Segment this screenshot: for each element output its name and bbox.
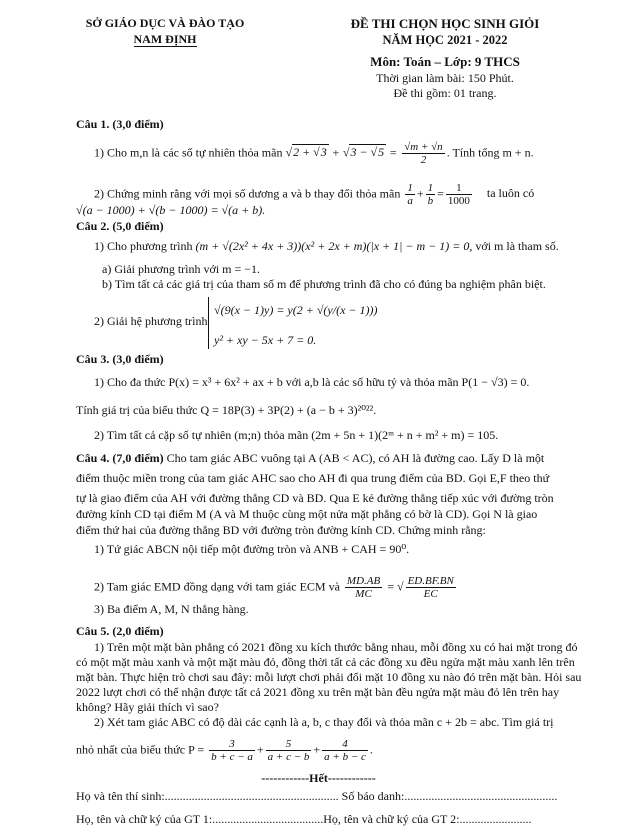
end-marker: ------------Hết------------	[261, 771, 376, 785]
proctor-signature-line: Họ, tên và chữ ký của GT 1:.....................................Họ, tên và chữ ký của GT 2:........................	[76, 812, 532, 826]
q3-title: Câu 3. (3,0 điểm)	[76, 352, 164, 366]
header-time: Thời gian làm bài: 150 Phút.	[376, 71, 514, 85]
q2-system-eq2: y² + xy − 5x + 7 = 0.	[214, 333, 317, 347]
header-province: NAM ĐỊNH	[133, 32, 197, 46]
header-school-year: NĂM HỌC 2021 - 2022	[382, 33, 508, 47]
q4-part2: 2) Tam giác EMD đồng dạng với tam giác ECM và $\frac{MD.AB}{MC}$ = √ $\frac{ED.BF.BN}{EC}$	[94, 575, 454, 600]
q1-title: Câu 1. (3,0 điểm)	[76, 117, 164, 131]
q4-part1: 1) Tứ giác ABCN nội tiếp một đường tròn và ANB + CAH = 90⁰.	[94, 542, 410, 556]
candidate-info-line: Họ và tên thí sinh:.......................................................... Số báo danh:...................................................	[76, 789, 558, 803]
q1-part2: 2) Chứng minh rằng với mọi số dương a và b thay đổi thỏa mãn $\frac{1}{a}$ + $\frac{1}{b}$ = $\frac{1}{1000}$ ta luôn có	[94, 182, 535, 207]
header-subject: Môn: Toán – Lớp: 9 THCS	[370, 54, 520, 69]
q4-line1: Câu 4. (7,0 điểm) Cho tam giác ABC vuông tại A (AB < AC), có AH là đường cao. Lấy D là một	[76, 451, 545, 465]
q1-part1: 1) Cho m,n là các số tự nhiên thỏa mãn √2 + √3 + √3 − √5 = $\frac{√m + √n}{2}$ . Tính tổng m + n.	[94, 141, 534, 166]
header-exam-title: ĐỀ THI CHỌN HỌC SINH GIỎI	[350, 16, 540, 31]
q2-part1b: b) Tìm tất cả các giá trị của tham số m để phương trình đã cho có đúng ba nghiệm phân biệt.	[102, 277, 546, 291]
q5-line2: có một mặt màu xanh và một mặt màu đỏ, đồng thời tất cả các đồng xu đều ngửa mặt màu xanh lên trên	[76, 655, 575, 669]
q5-line6: 2) Xét tam giác ABC có độ dài các cạnh là a, b, c thay đổi và thỏa mãn c + 2b = abc. Tìm giá trị	[94, 715, 554, 729]
q5-line7: nhỏ nhất của biểu thức P = $\frac{3}{b + c - a}$ + $\frac{5}{a + c - b}$ + $\frac{4}{a + b - c}$ .	[76, 738, 373, 763]
header-pages: Đề thi gồm: 01 trang.	[393, 86, 497, 100]
q2-part1: 1) Cho phương trình (m + √(2x² + 4x + 3))(x² + 2x + m)(|x + 1| − m − 1) = 0, với m là tham số.	[94, 239, 559, 253]
q2-part2: 2) Giải hệ phương trình	[94, 314, 208, 328]
q4-part3: 3) Ba điểm A, M, N thẳng hàng.	[94, 602, 249, 616]
q2-system-eq1: √(9(x − 1)y) = y(2 + √(y/(x − 1)))	[214, 303, 378, 317]
q4-line2: điểm thuộc miền trong của tam giác AHC sao cho AH đi qua trung điểm của BD. Gọi E,F theo thứ	[76, 471, 550, 485]
system-brace	[208, 297, 209, 349]
q2-title: Câu 2. (5,0 điểm)	[76, 219, 164, 233]
q1-part2-eq: √(a − 1000) + √(b − 1000) = √(a + b).	[76, 203, 266, 217]
header-department: SỞ GIÁO DỤC VÀ ĐÀO TẠO	[85, 16, 245, 30]
q5-line4: 2022 lượt chơi có thể nhận được tất cả 2021 đồng xu trên mặt bàn đều ngửa mặt màu đỏ lên trên hay	[76, 685, 560, 699]
q4-line4: đường kính CD tại điểm M (A và M thuộc cùng một nửa mặt phẳng có bờ là CD). Gọi N là giao	[76, 507, 538, 521]
q4-line5: điểm thứ hai của đường thẳng BD với đường tròn đường kính CD. Chứng minh rằng:	[76, 523, 486, 537]
q5-line3: mặt bàn. Thực hiện trò chơi sau đây: mỗi lượt chơi phải đổi mặt 10 đồng xu nào đó trên mặt bàn. Hỏi sau	[76, 670, 582, 684]
q4-line3: tự là giao điểm của AH với đường thẳng CD và BD. Qua E kẻ đường thẳng tiếp xúc với đường tròn	[76, 491, 554, 505]
q5-line5: không? Hãy giải thích vì sao?	[76, 700, 219, 714]
q2-part1a: a) Giải phương trình với m = −1.	[102, 262, 261, 276]
q5-title: Câu 5. (2,0 điểm)	[76, 624, 164, 638]
q3-part1: 1) Cho đa thức P(x) = x³ + 6x² + ax + b với a,b là các số hữu tỷ và thỏa mãn P(1 − √3) = 0.	[94, 375, 530, 389]
q3-part2: 2) Tìm tất cả cặp số tự nhiên (m;n) thỏa mãn (2m + 5n + 1)(2ᵐ + n + m² + m) = 105.	[94, 428, 499, 442]
q3-part1-expr: Tính giá trị của biểu thức Q = 18P(3) + 3P(2) + (a − b + 3)²⁰²².	[76, 403, 377, 417]
q5-line1: 1) Trên một mặt bàn phẳng có 2021 đồng xu kích thước bằng nhau, mỗi đồng xu có hai mặt trong đó	[94, 640, 578, 654]
